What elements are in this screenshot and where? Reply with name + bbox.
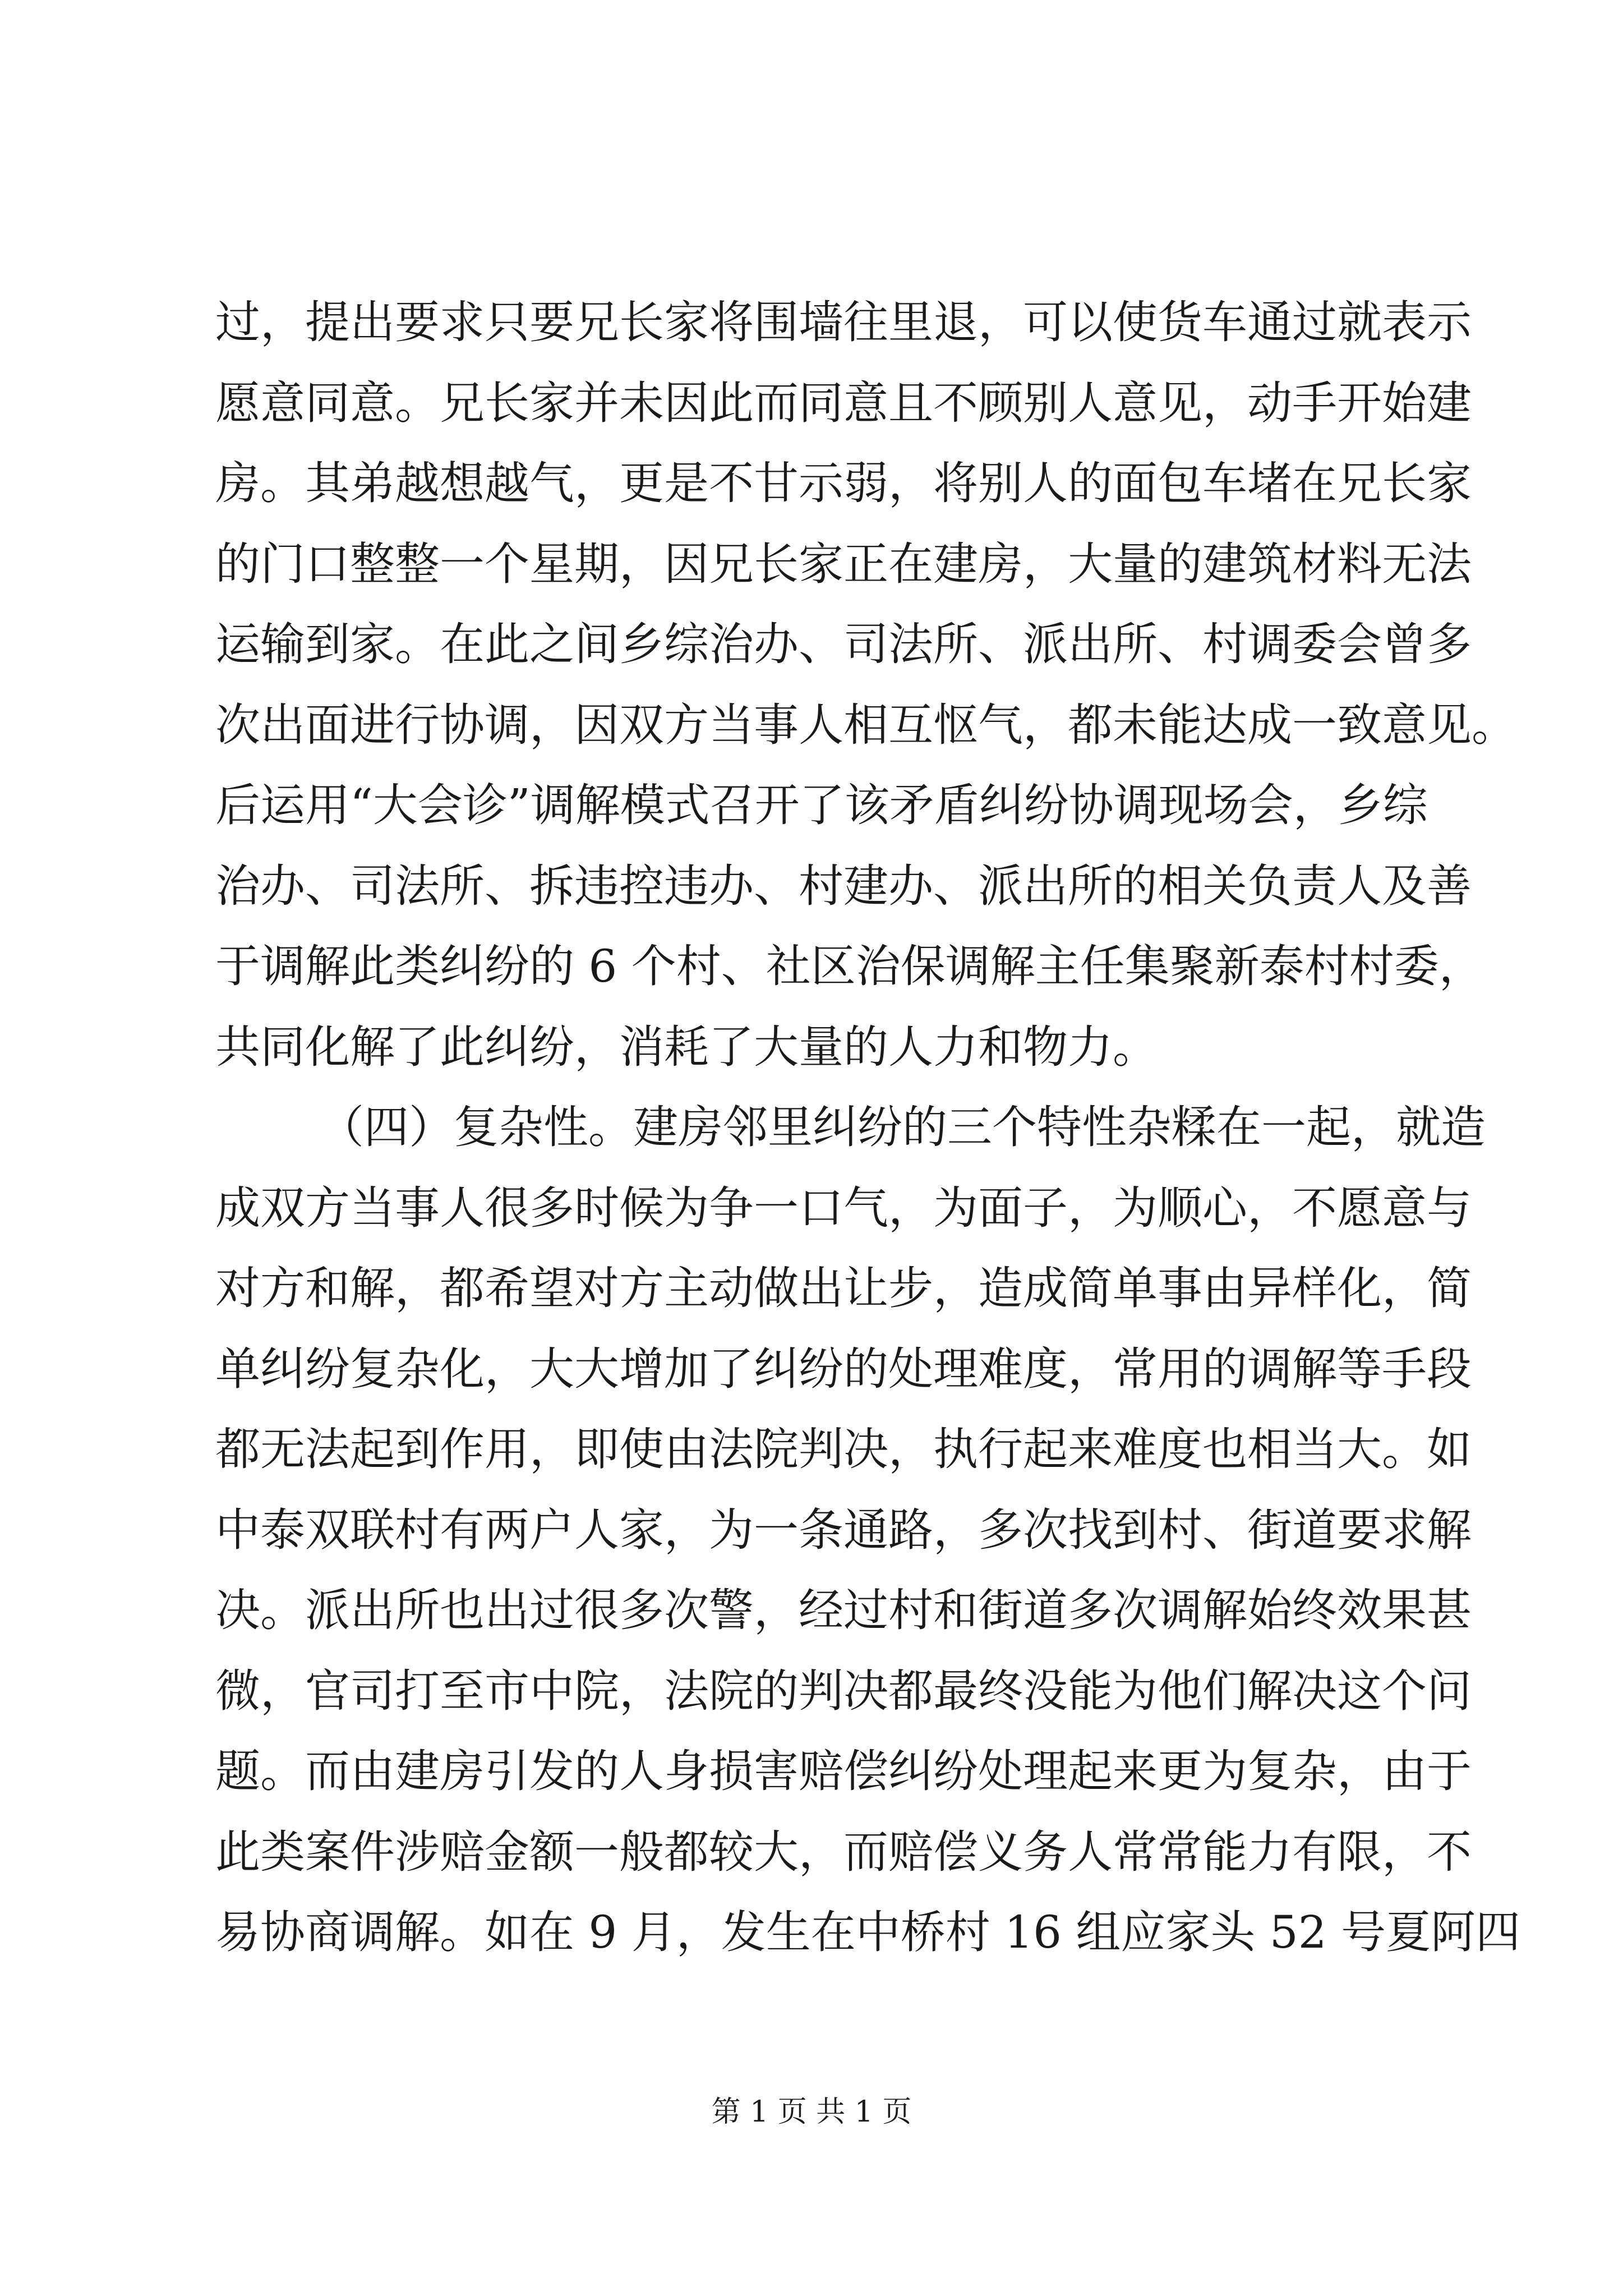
text-line: 易协商调解。如在 9 月，发生在中桥村 16 组应家头 52 号夏阿四 <box>215 1906 1521 1958</box>
text-line: 此类案件涉赔金额一般都较大，而赔偿义务人常常能力有限，不 <box>215 1825 1472 1878</box>
text-line: 成双方当事人很多时候为争一口气，为面子，为顺心，不愿意与 <box>215 1181 1472 1234</box>
section-heading-line: （四）复杂性。建房邻里纠纷的三个特性杂糅在一起，就造 <box>319 1101 1486 1153</box>
text-line: 微，官司打至市中院，法院的判决都最终没能为他们解决这个问 <box>215 1664 1472 1717</box>
text-line: 运输到家。在此之间乡综治办、司法所、派出所、村调委会曾多 <box>215 618 1472 670</box>
document-body <box>215 296 1521 1991</box>
text-line: 房。其弟越想越气，更是不甘示弱，将别人的面包车堵在兄长家 <box>215 457 1472 509</box>
text-line: 于调解此类纠纷的 6 个村、社区治保调解主任集聚新泰村村委， <box>215 940 1484 992</box>
text-line: 中泰双联村有两户人家，为一条通路，多次找到村、街道要求解 <box>215 1503 1472 1556</box>
text-line: 单纠纷复杂化，大大增加了纠纷的处理难度，常用的调解等手段 <box>215 1342 1472 1395</box>
text-line: 治办、司法所、拆违控违办、村建办、派出所的相关负责人及善 <box>215 859 1472 912</box>
text-line: 愿意同意。兄长家并未因此而同意且不顾别人意见，动手开始建 <box>215 376 1472 429</box>
text-line: 题。而由建房引发的人身损害赔偿纠纷处理起来更为复杂，由于 <box>215 1745 1472 1797</box>
text-line: 过，提出要求只要兄长家将围墙往里退，可以使货车通过就表示 <box>215 296 1472 348</box>
text-line: 都无法起到作用，即使由法院判决，执行起来难度也相当大。如 <box>215 1423 1472 1475</box>
text-line: 后运用“大会诊”调解模式召开了该矛盾纠纷协调现场会，乡综 <box>215 779 1428 831</box>
page-footer: 第 1 页 共 1 页 <box>711 2095 912 2129</box>
paragraph-last-line: 共同化解了此纠纷，消耗了大量的人力和物力。 <box>215 1020 1158 1073</box>
text-line: 决。派出所也出过很多次警，经过村和街道多次调解始终效果甚 <box>215 1584 1472 1636</box>
text-line: 对方和解，都希望对方主动做出让步，造成简单事由异样化，简 <box>215 1262 1472 1314</box>
text-line: 次出面进行协调，因双方当事人相互怄气，都未能达成一致意见。 <box>215 698 1516 751</box>
text-line: 的门口整整一个星期，因兄长家正在建房，大量的建筑材料无法 <box>215 537 1472 590</box>
